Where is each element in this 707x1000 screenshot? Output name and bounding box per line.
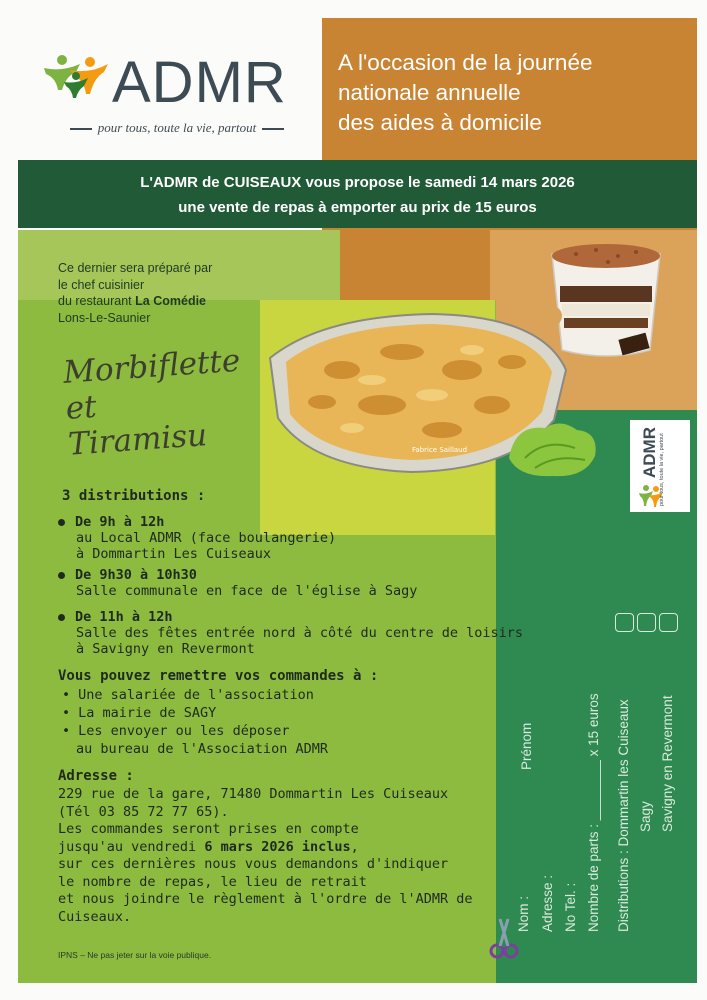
banner-line: une vente de repas à emporter au prix de 15 euros [178,199,537,216]
distribution-place: Salle des fêtes entrée nord à côté du centre de loisirs [76,625,524,641]
checkbox-sagy[interactable] [637,613,656,632]
photo-watermark: Fabrice Saillaud [412,446,468,454]
distribution-time: De 9h30 à 10h30 [75,567,197,583]
address-line: Les commandes seront prises en compte [58,821,359,837]
distribution-item [58,567,417,599]
place-sagy: Sagy [638,801,653,832]
distribution-time: De 9h à 12h [75,514,165,530]
place-savigny: Savigny en Revermont [660,695,675,832]
deadline-prefix: jusqu'au vendredi [58,838,197,855]
distributions-title: 3 distributions : [62,488,206,504]
distribution-item [58,609,523,657]
bullet [58,572,65,579]
orders-title: Vous pouvez remettre vos commandes à : [58,668,379,684]
list-item-continuation: au bureau de l'Association ADMR [76,741,328,757]
checkbox-dommartin[interactable] [615,613,634,632]
logo-wordmark: ADMR [112,50,287,115]
distribution-place: au Local ADMR (face boulangerie) [76,530,337,546]
dish-line: et [64,388,98,427]
scissors-icon [488,915,520,960]
headline-line: A l'occasion de la journée [338,50,593,75]
coupon-prenom-label: Prénom [519,722,534,770]
list-item: • Une salariée de l'association [62,686,328,704]
distribution-place: à Dommartin Les Cuiseaux [76,546,272,562]
intro-line: Ce dernier sera préparé par [58,261,213,275]
intro-line: le chef cuisinier [58,277,145,292]
banner-line: L'ADMR de CUISEAUX vous propose le samedi 14 mars 2026 [140,174,575,191]
chef-intro [58,260,278,326]
distribution-place: Salle communale en face de l'église à Sagy [76,583,418,599]
people-icon [44,55,108,98]
checkbox-savigny[interactable] [659,613,678,632]
list-item: • La mairie de SAGY [62,704,328,722]
coupon-nom-label: Nom : [516,895,531,932]
intro-line: Lons-Le-Saunier [58,310,151,325]
distribution-time: De 11h à 12h [75,609,173,625]
address-line: le nombre de repas, le lieu de retrait [58,873,367,890]
dish-title [62,340,289,463]
deadline-line [58,839,508,857]
distribution-item [58,514,336,562]
intro-line [58,293,278,310]
coupon-distributions-label [616,699,631,932]
orders-list [62,686,328,758]
logo-tagline: pour tous, toute la vie, partout [52,120,302,136]
restaurant-name: La Comédie [135,294,207,308]
intro-prefix: du restaurant [58,294,132,308]
list-item: • Les envoyer ou les déposer [62,722,328,740]
deadline-suffix: , [350,838,359,855]
distributions-label: Distributions : [616,850,631,932]
address-line: et nous joindre le règlement à l'ordre de l'ADMR de Cuiseaux. [58,891,473,925]
distribution-place: à Savigny en Revermont [76,641,255,657]
phone-line: (Tél 03 85 72 77 65). [58,803,229,820]
bullet [58,614,65,621]
coupon-logo-tagline: pour tous, toute la vie, partout [659,433,665,506]
coupon-tel-label: No Tel. : [563,882,578,932]
coupon-parts-field[interactable]: Nombre de parts : ________ x 15 euros [586,693,601,932]
address-line: sur ces dernières nous vous demandons d'indiquer [58,856,449,872]
place-dommartin: Dommartin les Cuiseaux [616,699,631,847]
address-line: 229 rue de la gare, 71480 Dommartin Les Cuiseaux [58,786,449,802]
tiramisu-cup-image [546,240,666,365]
dish-line: Morbiflette [62,342,242,391]
address-title: Adresse : [58,768,134,784]
headline-line: nationale annuelle [338,80,521,105]
address-block [58,786,508,926]
deadline-date: 6 mars 2026 inclus [204,838,351,855]
coupon-logo-text: ADMR [640,427,659,478]
ipns-notice: IPNS – Ne pas jeter sur la voie publique. [58,950,212,960]
salad-leaf-image [505,418,600,480]
coupon-adresse-label: Adresse : [540,874,555,932]
headline [338,48,688,138]
headline-line: des aides à domicile [338,110,542,135]
banner-text [18,170,697,220]
bullet [58,519,65,526]
dish-line: Tiramisu [67,417,209,463]
